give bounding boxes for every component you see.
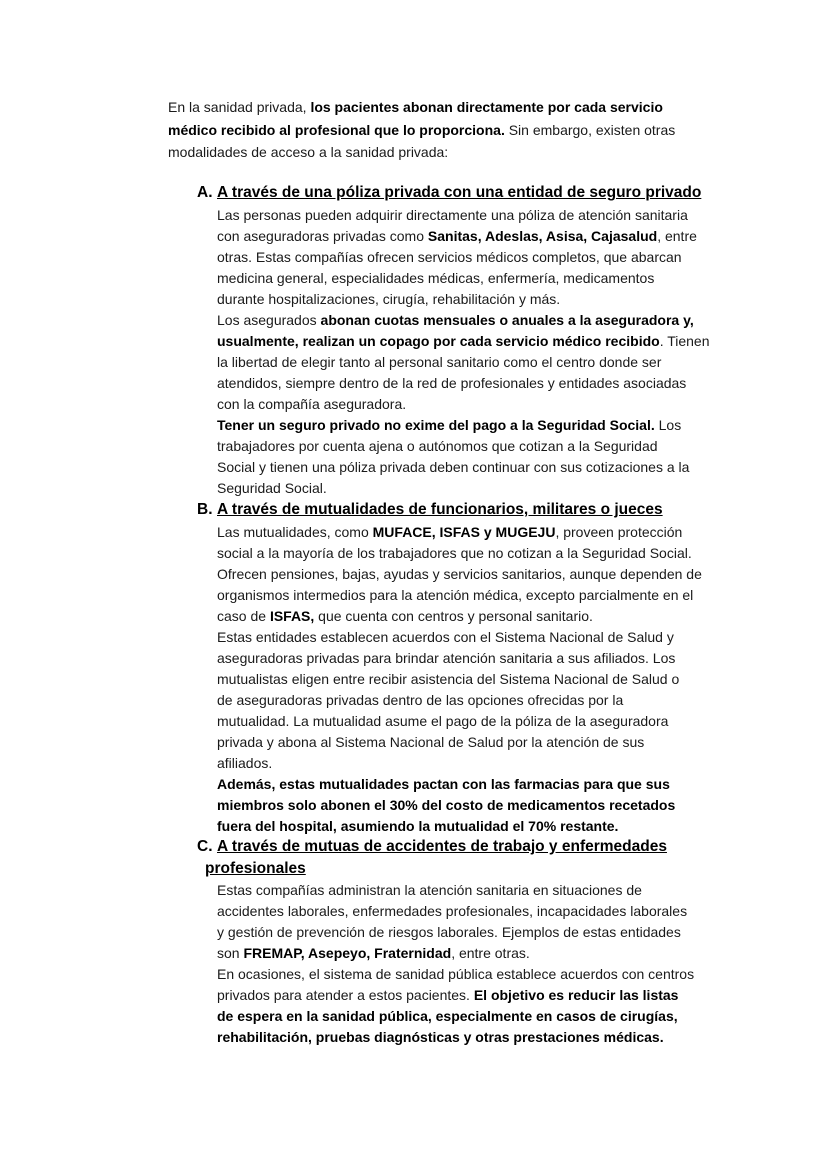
section-letter: B. [197, 501, 213, 518]
text-line [217, 669, 702, 690]
text: , proveen protección [555, 524, 683, 540]
text-line [217, 711, 702, 732]
section-title: A través de mutuas de accidentes de trabajo y enfermedades [217, 838, 667, 855]
text: Los [654, 417, 682, 433]
text-line [217, 985, 694, 1006]
text: con la compañía aseguradora. [217, 396, 407, 412]
text: caso de [217, 608, 270, 624]
text: afiliados. [217, 755, 273, 771]
text: privada y abona al Sistema Nacional de Salud por la atención de sus [217, 734, 645, 750]
text: trabajadores por cuenta ajena o autónomos que cotizan a la Seguridad [217, 438, 658, 454]
bold-text: FREMAP, Asepeyo, Fraternidad [243, 945, 452, 961]
text: Las personas pueden adquirir directamente una póliza de atención sanitaria [217, 207, 688, 223]
text-line [168, 141, 675, 164]
text-line [217, 247, 710, 268]
text: que cuenta con centros y personal sanitario. [314, 608, 593, 624]
bold-text: usualmente, realizan un copago por cada servicio médico recibido [217, 333, 660, 349]
text: con aseguradoras privadas como [217, 228, 428, 244]
text: mutualistas eligen entre recibir asistencia del Sistema Nacional de Salud o [217, 671, 680, 687]
text-line [217, 352, 710, 373]
text: son [217, 945, 244, 961]
text-line [217, 205, 710, 226]
text: privados para atender a estos pacientes. [217, 987, 474, 1003]
bold-text: los pacientes abonan directamente por cada servicio [310, 99, 663, 115]
bold-text: Tener un seguro privado no exime del pago a la Seguridad Social. [217, 417, 655, 433]
text-line [217, 331, 710, 352]
text-line [217, 816, 702, 837]
text-line [217, 964, 694, 985]
text-line [217, 880, 694, 901]
text-line [217, 901, 694, 922]
bold-text: Sanitas, Adeslas, Asisa, Cajasalud [427, 228, 658, 244]
bold-text: MUFACE, ISFAS y MUGEJU [372, 524, 556, 540]
text: modalidades de acceso a la sanidad privada: [168, 144, 449, 160]
text-line [217, 268, 710, 289]
section-title: A través de mutualidades de funcionarios, militares o jueces [217, 501, 663, 518]
text-line [217, 753, 702, 774]
section-c-heading [197, 836, 667, 880]
text: En ocasiones, el sistema de sanidad pública establece acuerdos con centros [217, 966, 695, 982]
bold-text: ISFAS, [269, 608, 315, 624]
text: mutualidad. La mutualidad asume el pago de la póliza de la aseguradora [217, 713, 669, 729]
section-b-heading [197, 499, 663, 521]
text-line [217, 1006, 694, 1027]
text-line [217, 522, 702, 543]
text: En la sanidad privada, [168, 99, 311, 115]
text-line [217, 648, 702, 669]
text: y gestión de prevención de riesgos laborales. Ejemplos de estas entidades [217, 924, 681, 940]
text: social a la mayoría de los trabajadores que no cotizan a la Seguridad Social. [217, 545, 692, 561]
bold-text: fuera del hospital, asumiendo la mutualidad el 70% restante. [217, 818, 619, 834]
text-line [217, 564, 702, 585]
bold-text: El objetivo es reducir las listas [473, 987, 679, 1003]
text: Sin embargo, existen otras [504, 121, 676, 138]
text-line [217, 415, 710, 436]
text: , entre [657, 228, 697, 244]
bold-text: Además, estas mutualidades pactan con las farmacias para que sus [217, 776, 670, 792]
section-letter: C. [197, 838, 213, 855]
text: atendidos, siempre dentro de la red de profesionales y entidades asociadas [217, 375, 687, 391]
text: . Tienen [659, 333, 710, 349]
text-line [217, 627, 702, 648]
section-title-continued: profesionales [205, 860, 306, 877]
text-line [217, 690, 702, 711]
section-c-body [217, 880, 694, 1048]
text: Las mutualidades, como [217, 524, 373, 540]
bold-text: miembros solo abonen el 30% del costo de medicamentos recetados [217, 797, 676, 813]
bold-text: abonan cuotas mensuales o anuales a la aseguradora y, [320, 312, 694, 328]
text-line [217, 795, 702, 816]
section-a-body [217, 205, 710, 499]
text: accidentes laborales, enfermedades profesionales, incapacidades laborales [217, 903, 688, 919]
text-line [217, 436, 710, 457]
bold-text: médico recibido al profesional que lo proporciona. [168, 121, 505, 138]
text-line [217, 585, 702, 606]
text: la libertad de elegir tanto al personal sanitario como el centro donde ser [217, 354, 662, 370]
text-line [217, 226, 710, 247]
text-line [217, 478, 710, 499]
text-line [168, 96, 675, 119]
text-line [217, 943, 694, 964]
bold-text: de espera en la sanidad pública, especialmente en casos de cirugías, [217, 1008, 678, 1024]
text-line [217, 310, 710, 331]
text-line [217, 543, 702, 564]
text: Estas entidades establecen acuerdos con el Sistema Nacional de Salud y [217, 629, 674, 645]
text: organismos intermedios para la atención médica, excepto parcialmente en el [217, 587, 694, 603]
text: durante hospitalizaciones, cirugía, rehabilitación y más. [217, 291, 561, 307]
bold-text: rehabilitación, pruebas diagnósticas y otras prestaciones médicas. [217, 1029, 664, 1045]
intro-paragraph [168, 96, 675, 164]
text: Social y tienen una póliza privada deben continuar con sus cotizaciones a la [217, 459, 690, 475]
section-a-heading [197, 182, 701, 204]
text-line [217, 457, 710, 478]
text: aseguradoras privadas para brindar atención sanitaria a sus afiliados. Los [217, 650, 676, 666]
section-letter: A. [197, 184, 213, 201]
text: medicina general, especialidades médicas, enfermería, medicamentos [217, 270, 655, 286]
text-line [217, 373, 710, 394]
text: Ofrecen pensiones, bajas, ayudas y servicios sanitarios, aunque dependen de [217, 566, 702, 582]
text-line [217, 606, 702, 627]
section-b-body [217, 522, 702, 837]
text-line [217, 774, 702, 795]
text-line [217, 1027, 694, 1048]
text: de aseguradoras privadas dentro de las opciones ofrecidas por la [217, 692, 624, 708]
text-line [217, 394, 710, 415]
text: Los asegurados [217, 312, 321, 328]
text-line [217, 732, 702, 753]
text: Estas compañías administran la atención sanitaria en situaciones de [217, 882, 642, 898]
text: , entre otras. [451, 945, 530, 961]
text-line [168, 119, 675, 142]
text-line [217, 289, 710, 310]
section-title: A través de una póliza privada con una entidad de seguro privado [217, 184, 702, 201]
text: otras. Estas compañías ofrecen servicios médicos completos, que abarcan [217, 249, 682, 265]
text: Seguridad Social. [217, 480, 327, 496]
text-line [217, 922, 694, 943]
